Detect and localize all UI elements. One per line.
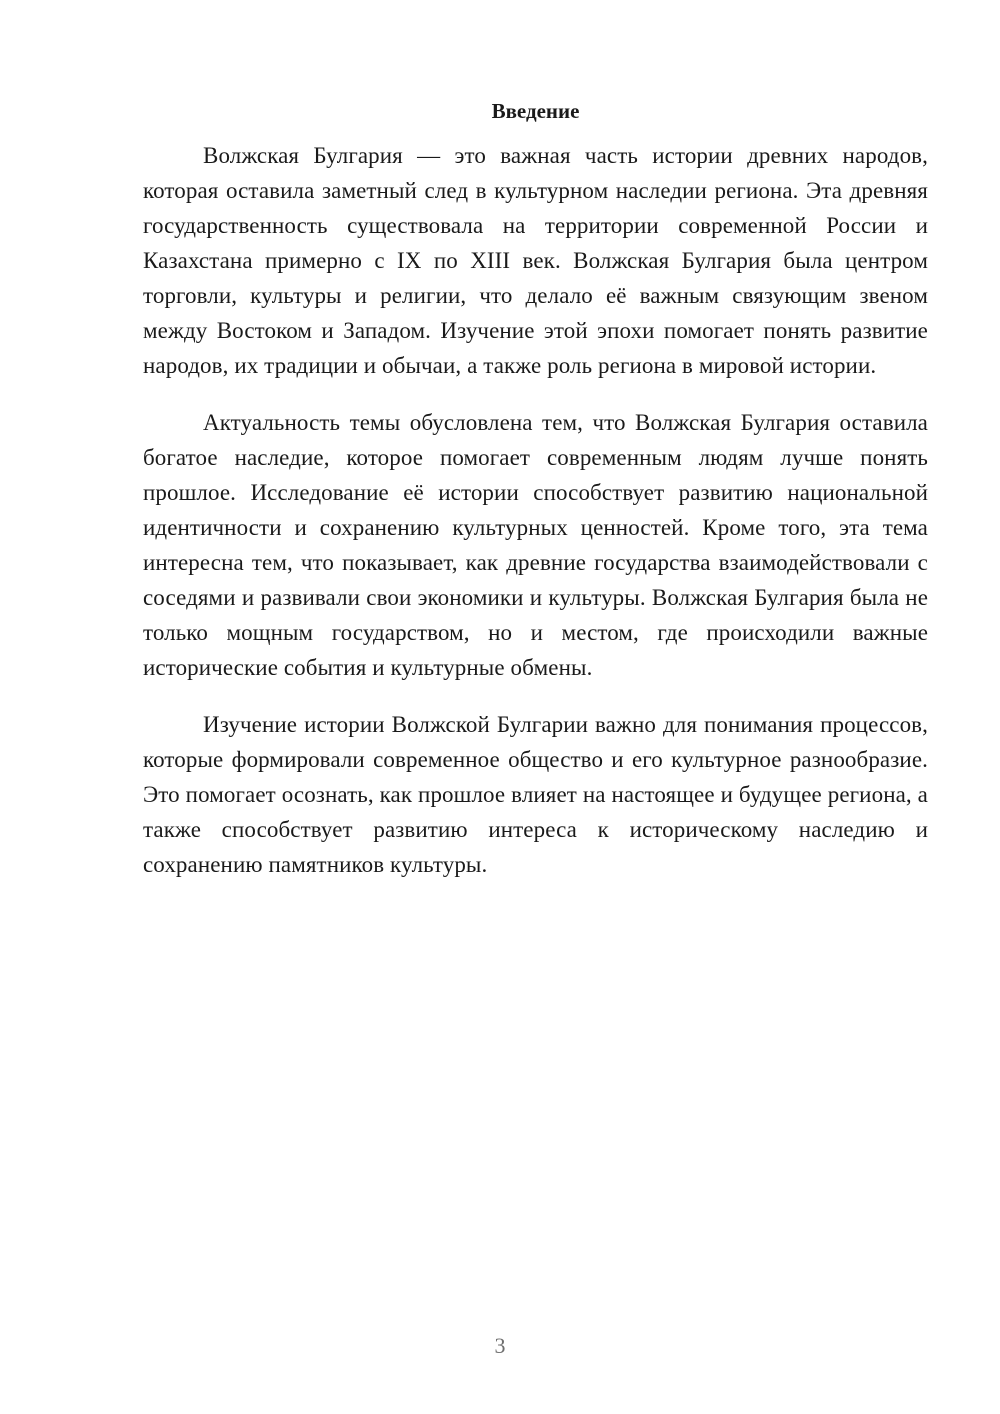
paragraph-relevance: Актуальность темы обусловлена тем, что Волжская Булгария оставила богатое наследие, которое помогает современным людям лучше понять прошлое. Исследование её истории способствует развитию национальной идентичности и сохранению культурных ценностей. Кроме того, эта тема интересна тем, что показывает, как древние государства взаимодействовали с соседями и развивали свои экономики и культуры. Волжская Булгария была не только мощным государством, но и местом, где происходили важные исторические события и культурные обмены.	[143, 410, 928, 680]
paragraph-importance: Изучение истории Волжской Булгарии важно для понимания процессов, которые формировали современное общество и его культурное разнообразие. Это помогает осознать, как прошлое влияет на настоящее и будущее региона, а также способствует развитию интереса к историческому наследию и сохранению памятников культуры.	[143, 712, 928, 877]
section-title: Введение	[491, 99, 580, 123]
page-content	[143, 94, 928, 904]
page-number: 3	[494, 1333, 506, 1358]
paragraph-intro: Волжская Булгария — это важная часть истории древних народов, которая оставила заметный след в культурном наследии региона. Эта древняя государственность существовала на территории современной России и Казахстана примерно с IX по XIII век. Волжская Булгария была центром торговли, культуры и религии, что делало её важным связующим звеном между Востоком и Западом. Изучение этой эпохи помогает понять развитие народов, их традиции и обычаи, а также роль региона в мировой истории.	[143, 143, 928, 378]
